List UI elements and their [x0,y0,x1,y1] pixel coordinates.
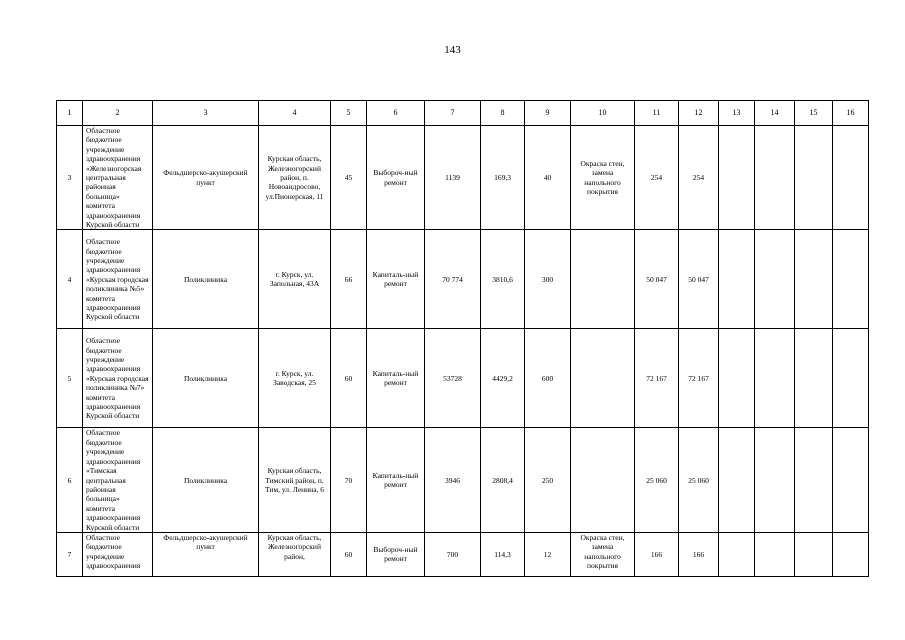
table-cell-col-11 [635,532,679,576]
table-cell-col-11: 50 047 [635,230,679,329]
table-cell-col-13 [719,230,755,329]
table-cell-col-16 [833,532,869,576]
table-cell-col-9 [525,532,571,576]
table-cell-col-9: 600 [525,329,571,428]
table-cell-text: Областное бюджетное учреждение здравоохранения [86,532,141,571]
table-cell-col-12: 72 167 [679,329,719,428]
column-header: 3 [153,101,259,126]
table-cell-text: 7 [67,549,72,559]
table-cell-col-15 [795,329,833,428]
table-cell-col-11: 254 [635,126,679,230]
table-header-row [57,101,869,126]
repair-objects-table [56,100,869,577]
table-row [57,428,869,532]
table-cell-col-3: Поликлиника [153,230,259,329]
table-cell-col-15 [795,230,833,329]
table-cell-col-4: г. Курск, ул. Заводская, 25 [259,329,331,428]
table-cell-col-1: 6 [57,428,83,532]
table-cell-col-1: 4 [57,230,83,329]
table-cell-col-3 [153,532,259,576]
table-cell-text: 166 [692,549,705,559]
table-cell-col-13 [719,329,755,428]
column-header: 8 [481,101,525,126]
table-cell-col-16 [833,428,869,532]
table-cell-col-14 [755,230,795,329]
table-cell-col-2: Областное бюджетное учреждение здравоохранения «Курская городская поликлиника №7» комитета здравоохранения Курской области [83,329,153,428]
table-cell-col-8: 3810,6 [481,230,525,329]
table-cell-col-2 [83,532,153,576]
table-cell-col-11: 25 060 [635,428,679,532]
table-cell-col-5 [331,532,367,576]
page-number: 143 [444,44,461,56]
table-cell-col-8: 169,3 [481,126,525,230]
table-cell-col-6: Капиталь-ный ремонт [367,230,425,329]
table-cell-col-3: Поликлиника [153,329,259,428]
table-cell-col-5: 70 [331,428,367,532]
table-cell-col-1: 3 [57,126,83,230]
table-cell-col-13 [719,428,755,532]
table-cell-col-10 [571,532,635,576]
column-header: 16 [833,101,869,126]
table-row [57,532,869,576]
table-cell-col-6: Выбороч-ный ремонт [367,126,425,230]
table-cell-col-12 [679,532,719,576]
table-cell-col-12: 50 047 [679,230,719,329]
table-cell-text: 166 [650,549,663,559]
table-cell-text: Выбороч-ный ремонт [373,545,418,564]
table-cell-col-11: 72 167 [635,329,679,428]
table-cell-col-2: Областное бюджетное учреждение здравоохранения «Железногорская центральная районная больница» комитета здравоохранения Курской области [83,126,153,230]
column-header: 10 [571,101,635,126]
table-cell-col-6 [367,532,425,576]
table-cell-col-15 [795,428,833,532]
table-row [57,230,869,329]
table-cell-text: 114,3 [494,549,511,559]
table-cell-col-1: 5 [57,329,83,428]
table-cell-col-4: Курская область, Тимский район, п. Тим, ул. Ленина, 6 [259,428,331,532]
table-cell-col-2: Областное бюджетное учреждение здравоохранения «Тимская центральная районная больница» комитета здравоохранения Курской области [83,428,153,532]
table-cell-text: Курская область, Железногорский район, [267,532,322,561]
table-cell-col-7: 3946 [425,428,481,532]
table-cell-col-1 [57,532,83,576]
table-cell-col-15 [795,532,833,576]
table-cell-col-13 [719,126,755,230]
table-cell-col-10: Окраска стен, замена напольного покрытия [571,126,635,230]
table-cell-col-8: 2808,4 [481,428,525,532]
table-cell-col-3: Поликлиника [153,428,259,532]
table-cell-col-9: 250 [525,428,571,532]
table-cell-col-3: Фельдшерско-акушерский пункт [153,126,259,230]
table-cell-col-4 [259,532,331,576]
table-cell-col-5: 66 [331,230,367,329]
table-cell-col-16 [833,329,869,428]
table-cell-col-7: 1139 [425,126,481,230]
table-cell-col-16 [833,126,869,230]
column-header: 13 [719,101,755,126]
column-header: 7 [425,101,481,126]
table-cell-col-15 [795,126,833,230]
column-header: 12 [679,101,719,126]
column-header: 5 [331,101,367,126]
table-cell-text: 700 [446,549,459,559]
table-cell-col-4: Курская область, Железногорский район, п. Новоандросово, ул.Пионерская, 11 [259,126,331,230]
table-cell-col-10 [571,329,635,428]
table-cell-col-12: 25 060 [679,428,719,532]
table-cell-col-2: Областное бюджетное учреждение здравоохранения «Курская городская поликлиника №5» комитета здравоохранения Курской области [83,230,153,329]
table-cell-col-7: 53728 [425,329,481,428]
column-header: 2 [83,101,153,126]
column-header: 1 [57,101,83,126]
column-header: 6 [367,101,425,126]
table-cell-col-9: 300 [525,230,571,329]
column-header: 9 [525,101,571,126]
table-cell-col-14 [755,532,795,576]
table-cell-col-7: 70 774 [425,230,481,329]
table-cell-col-16 [833,230,869,329]
table-cell-text: 12 [543,549,552,559]
table-cell-col-6: Капиталь-ный ремонт [367,428,425,532]
table-cell-text: Окраска стен, замена напольного покрытия [580,532,625,571]
table-cell-text: 60 [344,549,353,559]
column-header: 15 [795,101,833,126]
table-cell-col-14 [755,329,795,428]
column-header: 14 [755,101,795,126]
table-cell-col-14 [755,428,795,532]
column-header: 4 [259,101,331,126]
table-cell-col-5: 45 [331,126,367,230]
table-row [57,329,869,428]
table-cell-col-14 [755,126,795,230]
table-cell-text: Фельдшерско-акушерский пункт [163,532,248,552]
table-row [57,126,869,230]
table-cell-col-5: 60 [331,329,367,428]
table-cell-col-6: Капиталь-ный ремонт [367,329,425,428]
table-cell-col-7 [425,532,481,576]
document-table-wrapper [56,100,869,577]
table-cell-col-10 [571,230,635,329]
table-cell-col-8: 4429,2 [481,329,525,428]
table-cell-col-12: 254 [679,126,719,230]
table-cell-col-13 [719,532,755,576]
table-cell-col-9: 40 [525,126,571,230]
table-cell-col-10 [571,428,635,532]
table-cell-col-4: г. Курск, ул. Запольная, 43А [259,230,331,329]
table-cell-col-8 [481,532,525,576]
column-header: 11 [635,101,679,126]
